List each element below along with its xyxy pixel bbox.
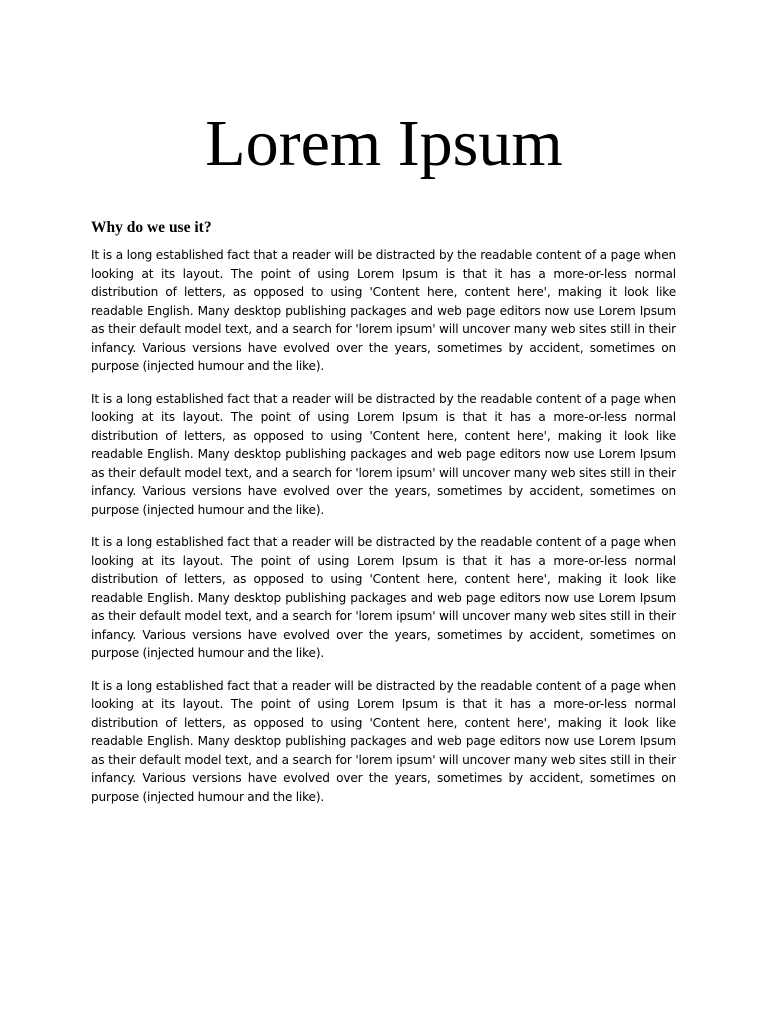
section-heading: Why do we use it? [91, 219, 212, 236]
document-title: Lorem Ipsum [205, 107, 563, 180]
body-paragraph: It is a long established fact that a reader will be distracted by the readable content of a page when looking at its layout. The point of using Lorem Ipsum is that it has a more-or-less normal distribution of letters, as opposed to using 'Content here, content here', making it look like readable English. Many desktop publishing packages and web page editors now use Lorem Ipsum as their default model text, and a search for 'lorem ipsum' will uncover many web sites still in their infancy. Various versions have evolved over the years, sometimes by accident, sometimes on purpose (injected humour and the like). [91, 535, 676, 660]
document-body [91, 246, 676, 820]
body-paragraph: It is a long established fact that a reader will be distracted by the readable content of a page when looking at its layout. The point of using Lorem Ipsum is that it has a more-or-less normal distribution of letters, as opposed to using 'Content here, content here', making it look like readable English. Many desktop publishing packages and web page editors now use Lorem Ipsum as their default model text, and a search for 'lorem ipsum' will uncover many web sites still in their infancy. Various versions have evolved over the years, sometimes by accident, sometimes on purpose (injected humour and the like). [91, 248, 676, 373]
body-paragraph: It is a long established fact that a reader will be distracted by the readable content of a page when looking at its layout. The point of using Lorem Ipsum is that it has a more-or-less normal distribution of letters, as opposed to using 'Content here, content here', making it look like readable English. Many desktop publishing packages and web page editors now use Lorem Ipsum as their default model text, and a search for 'lorem ipsum' will uncover many web sites still in their infancy. Various versions have evolved over the years, sometimes by accident, sometimes on purpose (injected humour and the like). [91, 678, 676, 804]
body-paragraph: It is a long established fact that a reader will be distracted by the readable content of a page when looking at its layout. The point of using Lorem Ipsum is that it has a more-or-less normal distribution of letters, as opposed to using 'Content here, content here', making it look like readable English. Many desktop publishing packages and web page editors now use Lorem Ipsum as their default model text, and a search for 'lorem ipsum' will uncover many web sites still in their infancy. Various versions have evolved over the years, sometimes by accident, sometimes on purpose (injected humour and the like). [91, 391, 676, 517]
